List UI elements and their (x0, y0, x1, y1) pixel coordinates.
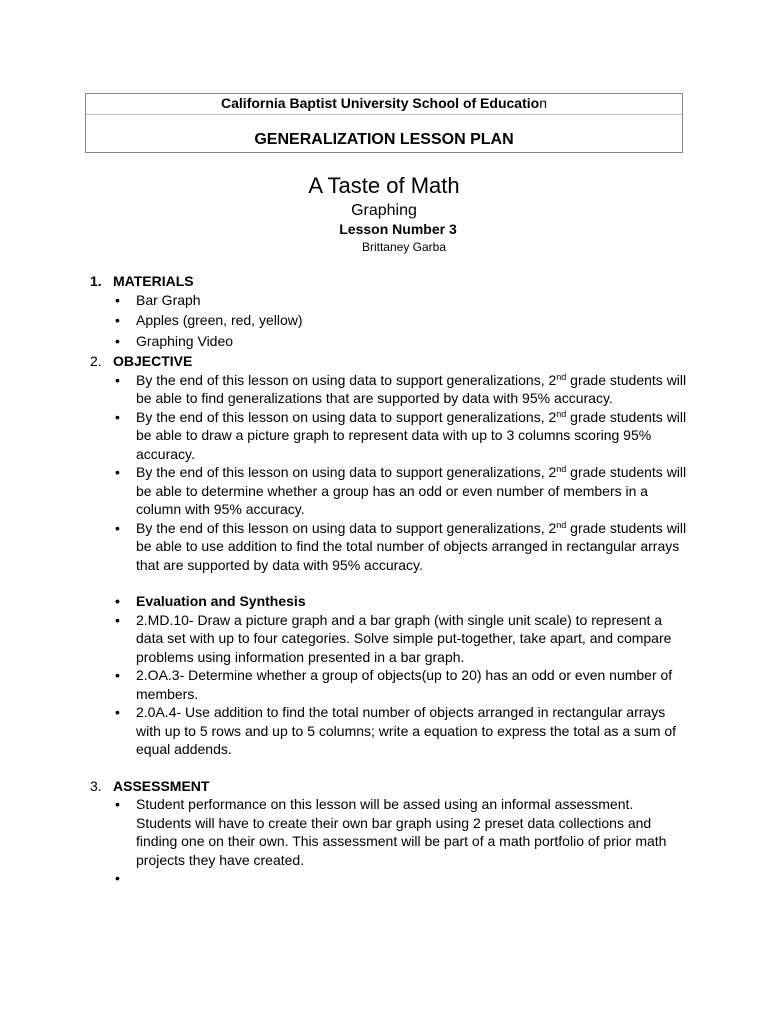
author-name: Brittaney Garba (361, 240, 447, 254)
section-label: MATERIALS (113, 273, 194, 289)
header-box (85, 93, 683, 153)
list-item: • By the end of this lesson on using data to support generalizations, 2nd grade students will be able to draw a picture graph to represent data with up to 3 columns scoring 95% accuracy. (113, 408, 690, 464)
list-item: • 2.0A.4- Use addition to find the total number of objects arranged in rectangular arrays with up to 5 rows and up to 5 columns; write a equation to express the total as a sum of equal addends. (113, 703, 690, 759)
list-item: • By the end of this lesson on using data to support generalizations, 2nd grade students will be able to use addition to find the total number of objects arranged in rectangular arrays that are supported by data with 95% accuracy. (113, 519, 690, 575)
objective-list (90, 371, 690, 575)
list-item: • 2.OA.3- Determine whether a group of objects(up to 20) has an odd or even number of members. (113, 666, 690, 703)
lesson-plan-title: GENERALIZATION LESSON PLAN (254, 131, 514, 148)
objective-heading (90, 352, 690, 371)
list-item: • By the end of this lesson on using data to support generalizations, 2nd grade students will be able to determine whether a group has an odd or even number of members in a column with 95% accuracy. (113, 463, 690, 519)
assessment-heading (90, 777, 690, 796)
list-item: • Apples (green, red, yellow) (113, 311, 690, 330)
page-title: A Taste of Math (308, 173, 460, 198)
materials-list (90, 291, 690, 351)
section-number: 2. (90, 353, 102, 369)
standards-list (90, 592, 690, 759)
page-subtitle: Graphing (351, 202, 417, 219)
section-number: 3. (90, 777, 102, 794)
school-name: California Baptist University School of Education (221, 95, 547, 111)
document-body (90, 272, 690, 887)
section-label: OBJECTIVE (113, 353, 193, 369)
list-item (113, 869, 690, 887)
assessment-list (90, 795, 690, 887)
list-item: • Bar Graph (113, 291, 690, 310)
section-label: ASSESSMENT (113, 777, 210, 794)
list-item: • Graphing Video (113, 332, 690, 351)
list-item: • 2.MD.10- Draw a picture graph and a bar graph (with single unit scale) to represent a data set with up to four categories. Solve simple put-together, take apart, and compare problems using information presented in a bar graph. (113, 611, 690, 667)
list-item: • By the end of this lesson on using data to support generalizations, 2nd grade students will be able to find generalizations that are supported by data with 95% accuracy. (113, 371, 690, 408)
evaluation-heading: • Evaluation and Synthesis (113, 592, 690, 611)
materials-heading (90, 272, 690, 291)
spacer (90, 574, 690, 592)
list-item: • Student performance on this lesson will be assed using an informal assessment. Students will have to create their own bar graph using 2 preset data collections and finding one on their own. This assessment will be part of a math portfolio of prior math projects they have created. (113, 795, 690, 869)
spacer (90, 759, 690, 777)
lesson-number: Lesson Number 3 (339, 221, 457, 237)
header-divider (86, 114, 682, 115)
section-number: 1. (90, 273, 102, 289)
